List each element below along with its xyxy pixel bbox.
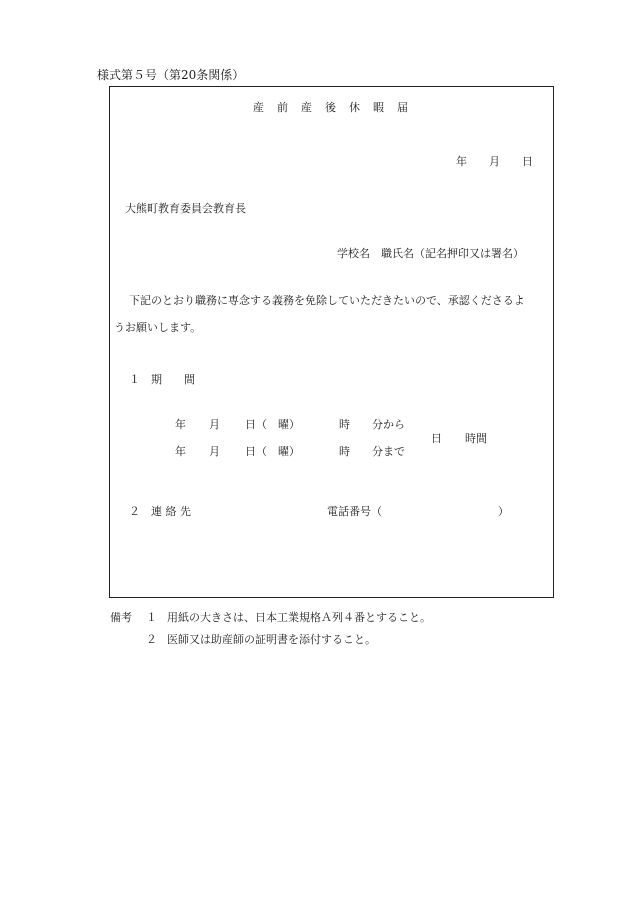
notes-label: 備考 xyxy=(110,611,132,624)
date-line: 年 月 日 xyxy=(456,155,533,168)
phone-close: ） xyxy=(498,505,509,518)
section1-title: １ 期 間 xyxy=(129,373,195,386)
from-year: 年 xyxy=(175,418,186,431)
applicant-line: 学校名 職氏名（記名押印又は署名） xyxy=(337,247,524,260)
note-2-num: ２ xyxy=(146,633,157,646)
to-month: 月 xyxy=(209,445,220,458)
to-year: 年 xyxy=(175,445,186,458)
from-hour: 時 xyxy=(339,418,350,431)
from-month: 月 xyxy=(209,418,220,431)
to-hour: 時 xyxy=(339,445,350,458)
form-number: 様式第５号（第20条関係） xyxy=(97,68,245,82)
to-minute: 分まで xyxy=(372,445,405,458)
total-day: 日 xyxy=(431,432,442,445)
from-day: 日（ 曜） xyxy=(245,418,300,431)
body-line-2: うお願いします。 xyxy=(114,321,202,334)
from-minute: 分から xyxy=(372,418,405,431)
body-line-1: 下記のとおり職務に専念する義務を免除していただきたいので、承認くださるよ xyxy=(129,294,525,307)
to-day: 日（ 曜） xyxy=(245,445,300,458)
section2-title: ２ 連 絡 先 xyxy=(129,505,191,518)
total-hour: 時間 xyxy=(465,432,487,445)
note-1-num: １ xyxy=(146,611,157,624)
note-1-text: 用紙の大きさは、日本工業規格Ａ列４番とすること。 xyxy=(167,611,431,624)
form-title: 産 前 産 後 休 暇 届 xyxy=(253,101,409,114)
phone-label: 電話番号（ xyxy=(327,505,382,518)
note-2-text: 医師又は助産師の証明書を添付すること。 xyxy=(167,633,376,646)
addressee: 大熊町教育委員会教育長 xyxy=(125,202,246,215)
